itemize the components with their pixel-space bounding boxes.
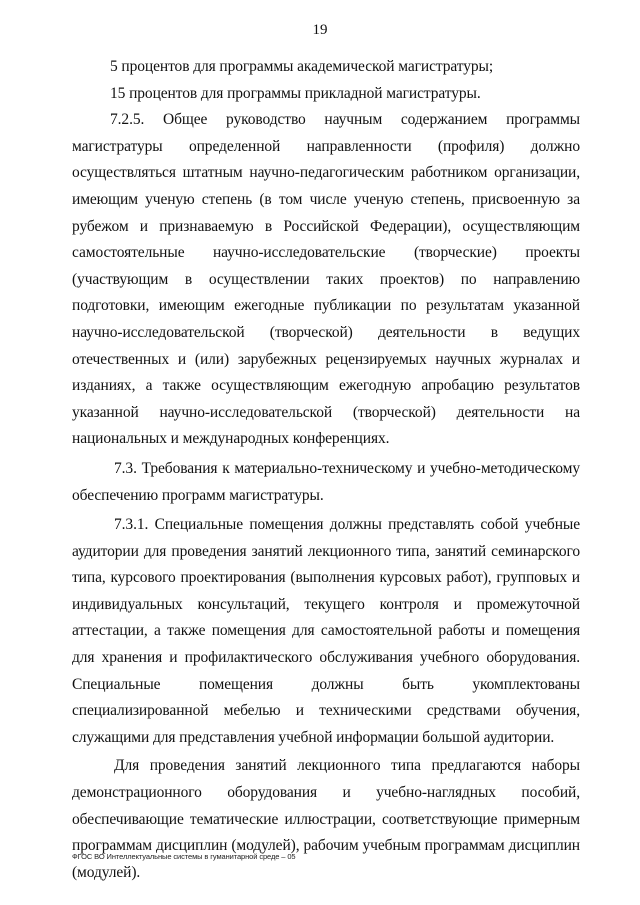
- paragraph-7-3: 7.3. Требования к материально-техническому и учебно-методическому обеспечению программ магистратуры.: [72, 459, 580, 504]
- paragraph-percent-academic: 5 процентов для программы академической магистратуры;: [110, 58, 494, 75]
- paragraph-7-2-5: 7.2.5. Общее руководство научным содержанием программы магистратуры определенной направленности (профиля) должно осуществляться штатным научно-педагогическим работником организации, имеющим ученую степень (в том числе ученую степень, присвоенную за рубежом и признаваемую в Российской Федерации), осуществляющим самостоятельные научно-исследовательские (творческие) проекты (участвующим в осуществлении таких проектов) по направлению подготовки, имеющим ежегодные публикации по результатам указанной научно-исследовательской (творческой) деятельности в ведущих отечественных и (или) зарубежных рецензируемых научных журналах и изданиях, а также осуществляющим ежегодную апробацию результатов указанной научно-исследовательской (творческой) деятельности на национальных и международных конференциях.: [72, 111, 580, 448]
- paragraph-lecture-equipment: Для проведения занятий лекционного типа предлагаются наборы демонстрационного оборудования и учебно-наглядных пособий, обеспечивающие тематические иллюстрации, соответствующие примерным программам дисциплин (модулей), рабочим учебным программам дисциплин (модулей).: [72, 757, 580, 881]
- page-number: 19: [312, 22, 328, 38]
- page-footer: ФГОС ВО Интеллектуальные системы в гуманитарной среде – 05: [72, 852, 296, 861]
- paragraph-7-3-1: 7.3.1. Специальные помещения должны представлять собой учебные аудитории для проведения занятий лекционного типа, занятий семинарского типа, курсового проектирования (выполнения курсовых работ), групповых и индивидуальных консультаций, текущего контроля и промежуточной аттестации, а также помещения для самостоятельной работы и помещения для хранения и профилактического обслуживания учебного оборудования. Специальные помещения должны быть укомплектованы специализированной мебелью и техническими средствами обучения, служащими для представления учебной информации большой аудитории.: [72, 516, 580, 746]
- document-body: [72, 54, 580, 886]
- paragraph-percent-applied: 15 процентов для программы прикладной магистратуры.: [110, 84, 481, 102]
